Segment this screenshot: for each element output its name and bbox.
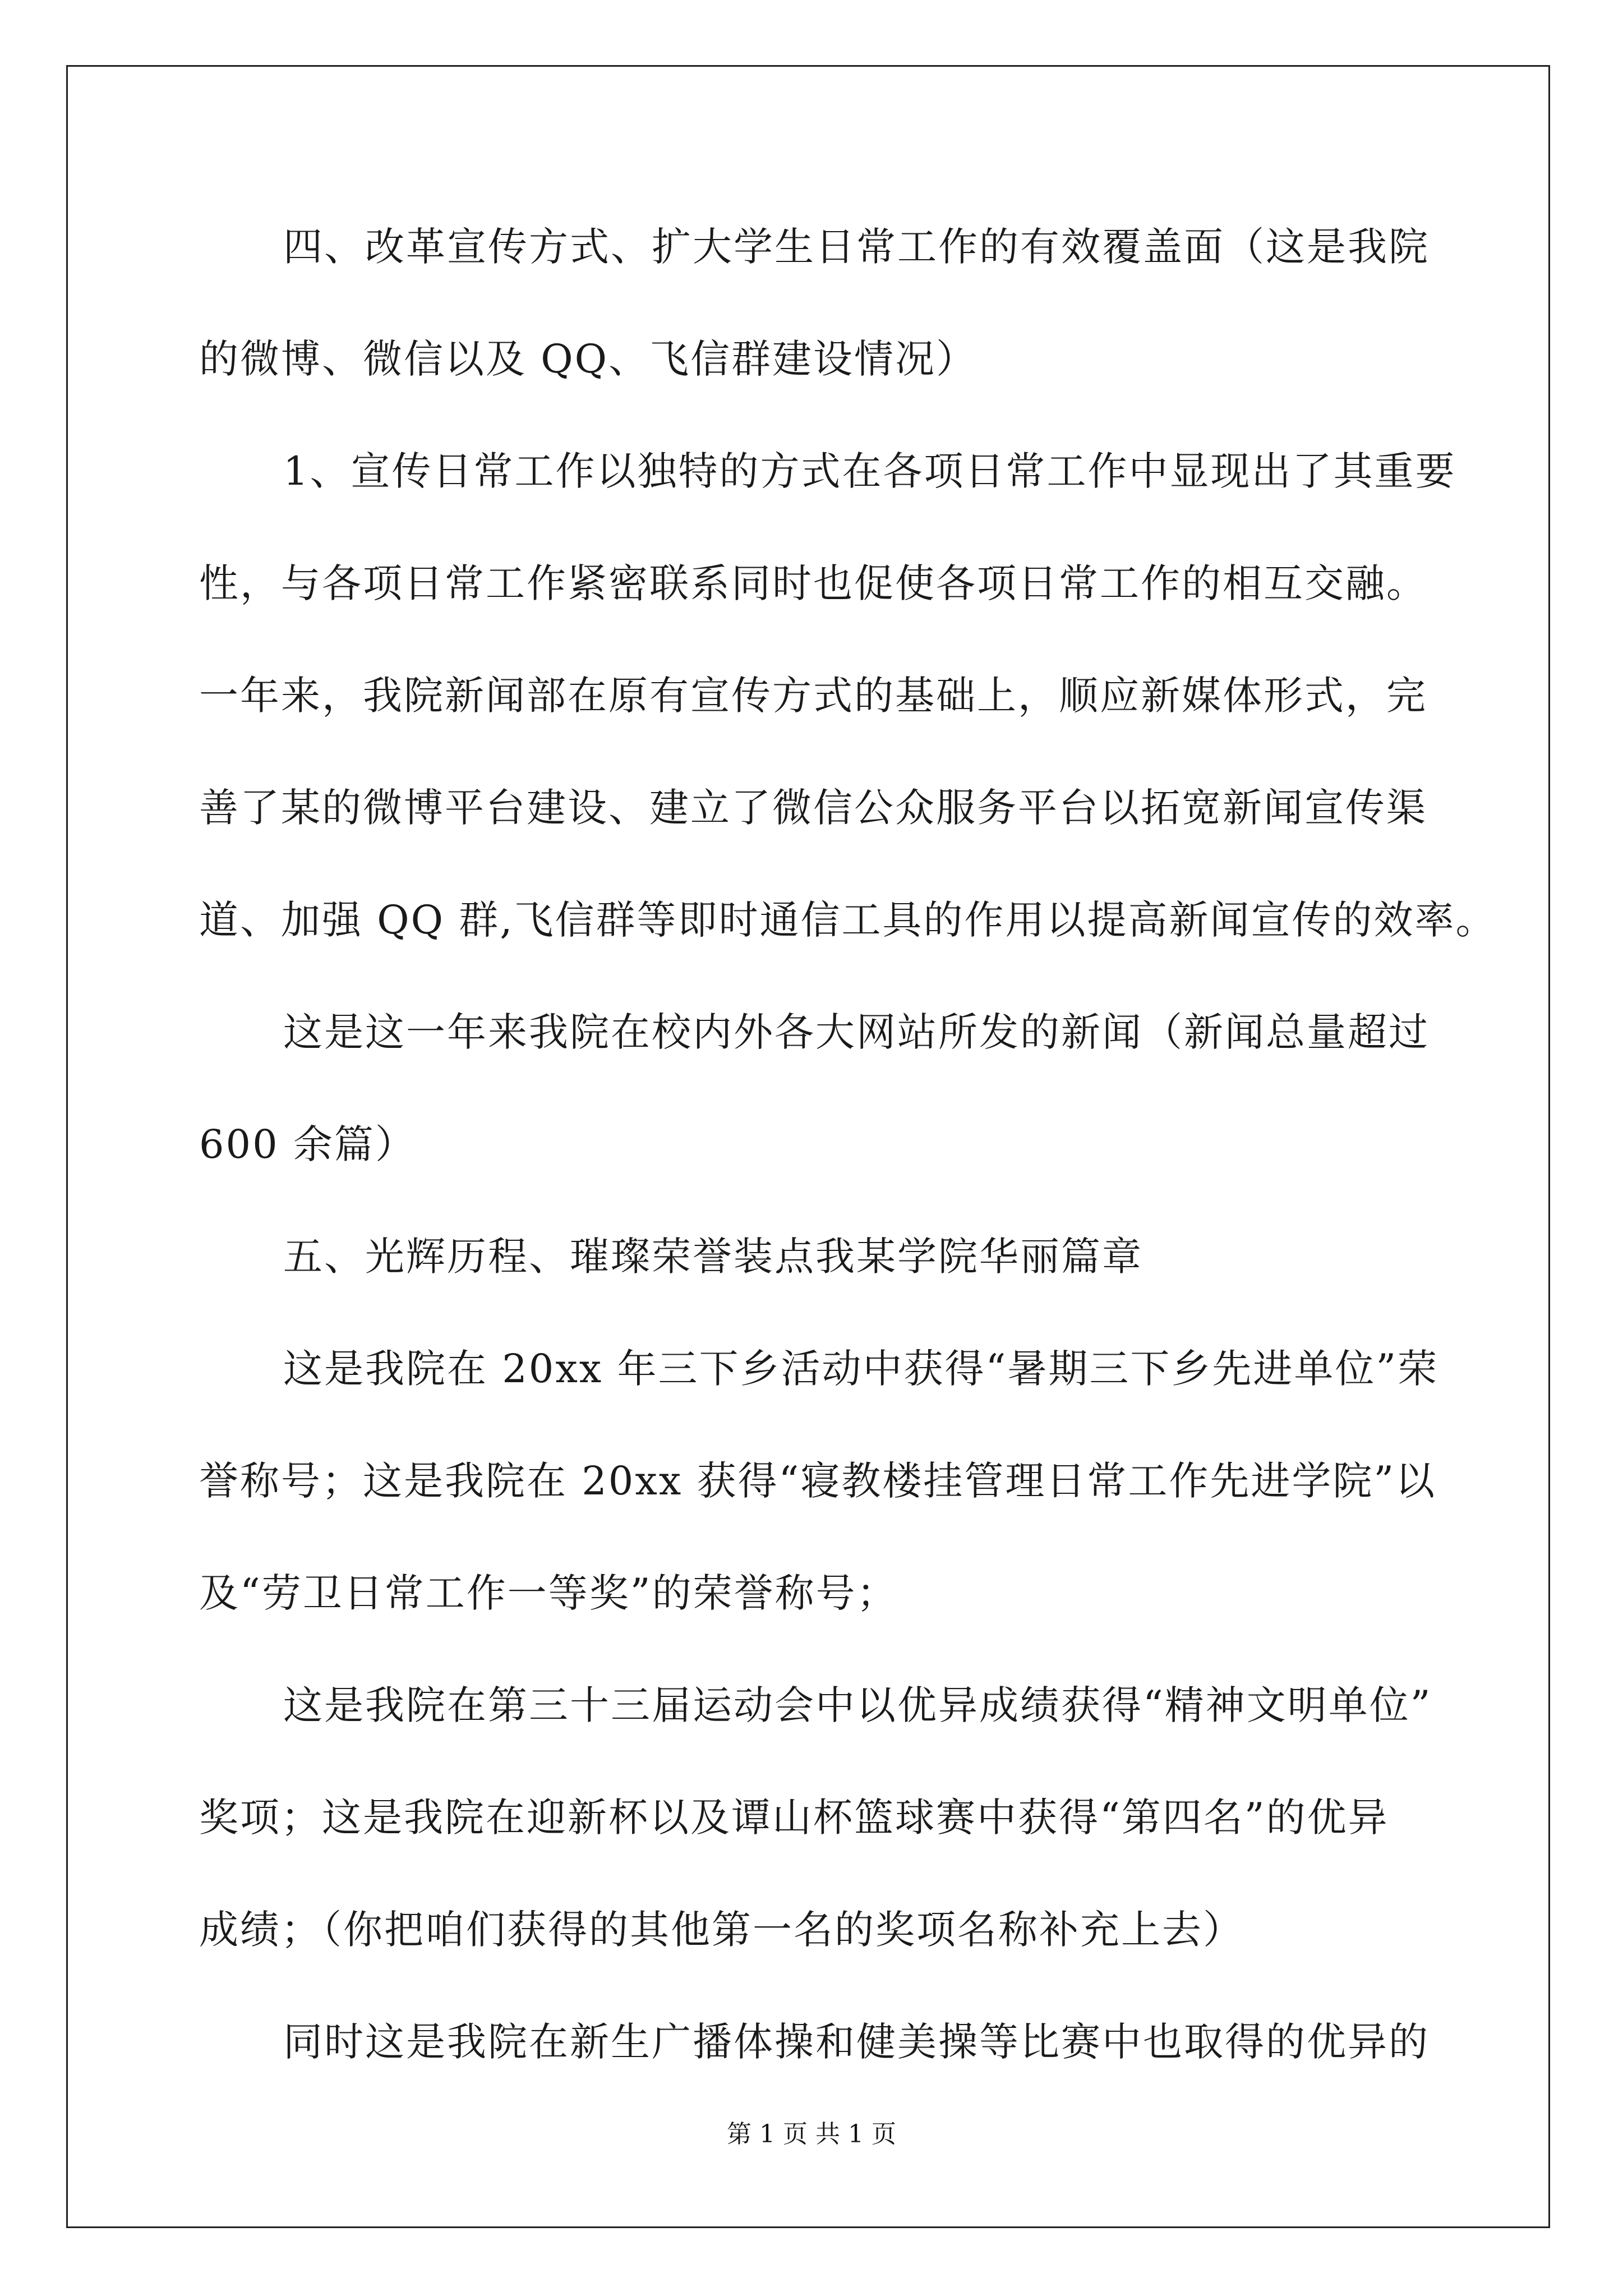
text-line: 600 余篇） (199, 1121, 416, 1167)
text-line: 及“劳卫日常工作一等奖”的荣誉称号； (199, 1570, 898, 1616)
text-line: 成绩；（你把咱们获得的其他第一名的奖项名称补充上去） (199, 1907, 1244, 1953)
paragraph-honors-start: 这是我院在 20xx 年三下乡活动中获得“暑期三下乡先进单位”荣 (283, 1346, 1439, 1392)
section-heading-4: 四、改革宣传方式、扩大学生日常工作的有效覆盖面（这是我院 (283, 224, 1430, 270)
text-line: 誉称号；这是我院在 20xx 获得“寝教楼挂管理日常工作先进学院”以 (199, 1458, 1437, 1504)
text-line: 奖项；这是我院在迎新杯以及谭山杯篮球赛中获得“第四名”的优异 (199, 1795, 1389, 1841)
text-line: 的微博、微信以及 QQ、飞信群建设情况） (199, 336, 978, 382)
paragraph-sports-start: 这是我院在第三十三届运动会中以优异成绩获得“精神文明单位” (283, 1682, 1432, 1728)
paragraph-news-start: 这是这一年来我院在校内外各大网站所发的新闻（新闻总量超过 (283, 1009, 1430, 1055)
text-line: 一年来，我院新闻部在原有宣传方式的基础上，顺应新媒体形式，完 (199, 673, 1427, 719)
text-line: 性，与各项日常工作紧密联系同时也促使各项日常工作的相互交融。 (199, 560, 1427, 606)
paragraph-1-start: 1、宣传日常工作以独特的方式在各项日常工作中显现出了其重要 (283, 448, 1456, 494)
section-heading-5: 五、光辉历程、璀璨荣誉装点我某学院华丽篇章 (283, 1234, 1143, 1280)
text-line: 善了某的微博平台建设、建立了微信公众服务平台以拓宽新闻宣传渠 (199, 785, 1427, 831)
page-number-footer: 第 1 页 共 1 页 (727, 2120, 896, 2148)
paragraph-gymnastics-start: 同时这是我院在新生广播体操和健美操等比赛中也取得的优异的 (283, 2019, 1430, 2065)
text-line: 道、加强 QQ 群,飞信群等即时通信工具的作用以提高新闻宣传的效率。 (199, 897, 1497, 943)
